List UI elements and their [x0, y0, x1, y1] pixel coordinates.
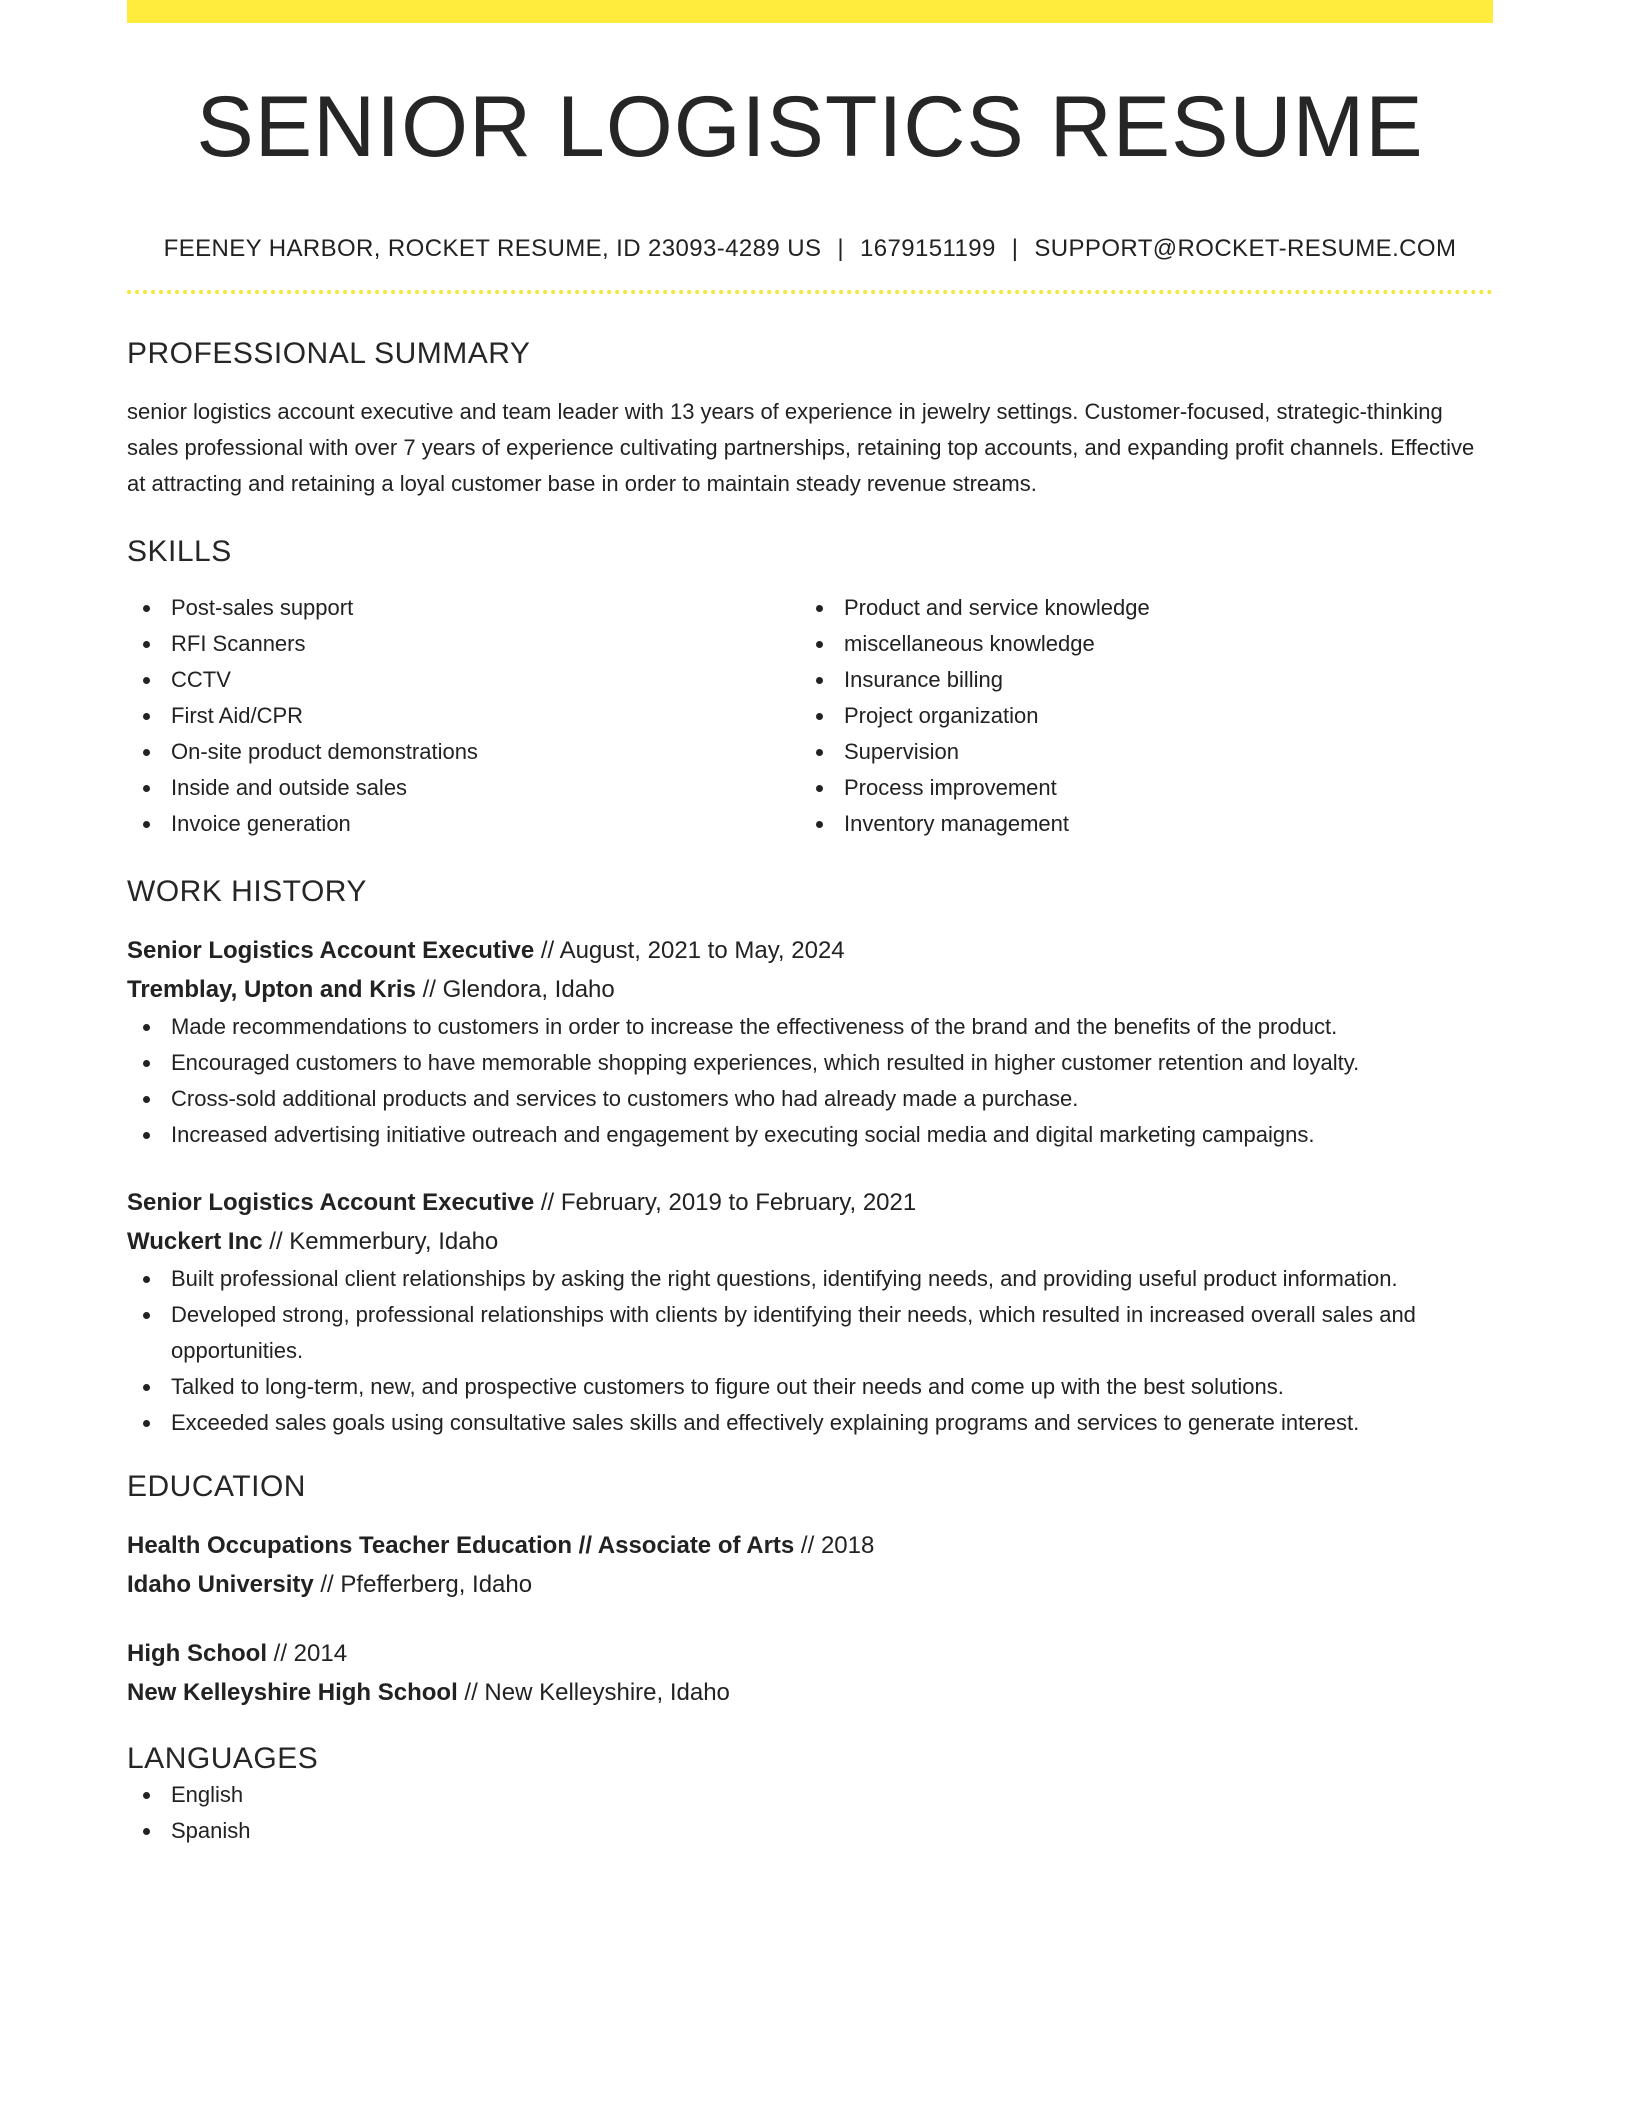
job-company: Wuckert Inc [127, 1228, 263, 1255]
job-bullet: Made recommendations to customers in order to increase the effectiveness of the brand and the benefits of the product. [127, 1009, 1493, 1045]
languages-list [127, 1777, 1493, 1849]
job-bullet: Cross-sold additional products and services to customers who had already made a purchase. [127, 1081, 1493, 1117]
contact-separator: | [1011, 235, 1019, 262]
skill-item: Invoice generation [127, 806, 800, 842]
contact-line [127, 234, 1493, 264]
skill-item: Inside and outside sales [127, 770, 800, 806]
job-location: // Kemmerbury, Idaho [262, 1228, 499, 1255]
education-location: // New Kelleyshire, Idaho [457, 1679, 730, 1706]
job-company-line [127, 1222, 1493, 1261]
skills-heading: SKILLS [127, 535, 232, 568]
job-title-line [127, 1183, 1493, 1222]
skill-item: miscellaneous knowledge [800, 626, 1473, 662]
education-school-line [127, 1673, 1493, 1712]
job-bullet: Talked to long-term, new, and prospective customers to figure out their needs and come up with the best solutions. [127, 1369, 1493, 1405]
job-dates: // August, 2021 to May, 2024 [534, 937, 845, 964]
skill-item: Supervision [800, 734, 1473, 770]
education-degree-line [127, 1634, 1493, 1673]
skill-item: Process improvement [800, 770, 1473, 806]
education-entry [127, 1526, 1493, 1604]
skills-column-left [127, 590, 800, 842]
resume-page [127, 0, 1493, 1849]
job-title: Senior Logistics Account Executive [127, 937, 535, 964]
job-dates: // February, 2019 to February, 2021 [534, 1189, 917, 1216]
summary-text: senior logistics account executive and team leader with 13 years of experience in jewelry settings. Customer-focused, strategic-thinking sales professional with over 7 years of experience cultivating partnerships, retaining top accounts, and expanding profit channels. Effective at attracting and retaining a loyal customer base in order to maintain steady revenue streams. [127, 399, 1475, 496]
job-company-line [127, 970, 1493, 1009]
job-company: Tremblay, Upton and Kris [127, 976, 416, 1003]
skills-column-right [800, 590, 1473, 842]
skill-item: On-site product demonstrations [127, 734, 800, 770]
resume-title: SENIOR LOGISTICS RESUME [196, 79, 1424, 175]
education-location: // Pfefferberg, Idaho [313, 1571, 533, 1598]
work-history-heading: WORK HISTORY [127, 875, 367, 908]
job-bullets [127, 1009, 1493, 1153]
job-title-line [127, 931, 1493, 970]
contact-phone: 1679151199 [860, 235, 996, 262]
education-school: Idaho University [127, 1571, 314, 1598]
education-school-line [127, 1565, 1493, 1604]
education-degree-line [127, 1526, 1493, 1565]
contact-address: FEENEY HARBOR, ROCKET RESUME, ID 23093-4289 US [163, 235, 822, 262]
skill-item: Insurance billing [800, 662, 1473, 698]
skill-item: CCTV [127, 662, 800, 698]
contact-separator: | [837, 235, 845, 262]
skill-item: Product and service knowledge [800, 590, 1473, 626]
education-degree: Health Occupations Teacher Education // Associate of Arts [127, 1532, 795, 1559]
language-item: English [127, 1777, 1493, 1813]
job-bullet: Exceeded sales goals using consultative sales skills and effectively explaining programs and services to generate interest. [127, 1405, 1493, 1441]
skill-item: First Aid/CPR [127, 698, 800, 734]
top-accent-bar [127, 0, 1493, 23]
job-bullet: Encouraged customers to have memorable shopping experiences, which resulted in higher customer retention and loyalty. [127, 1045, 1493, 1081]
job-bullet: Built professional client relationships by asking the right questions, identifying needs, and providing useful product information. [127, 1261, 1493, 1297]
skill-item: Project organization [800, 698, 1473, 734]
education-entry [127, 1634, 1493, 1712]
job-title: Senior Logistics Account Executive [127, 1189, 535, 1216]
education-year: // 2014 [267, 1640, 348, 1667]
skills-list [127, 590, 1493, 842]
summary-heading: PROFESSIONAL SUMMARY [127, 337, 531, 370]
skill-item: Inventory management [800, 806, 1473, 842]
education-heading: EDUCATION [127, 1470, 306, 1503]
job-location: // Glendora, Idaho [415, 976, 615, 1003]
languages-heading: LANGUAGES [127, 1742, 319, 1775]
contact-email: SUPPORT@ROCKET-RESUME.COM [1034, 235, 1457, 262]
education-year: // 2018 [794, 1532, 875, 1559]
job-bullet: Increased advertising initiative outreach and engagement by executing social media and digital marketing campaigns. [127, 1117, 1493, 1153]
dotted-divider [127, 290, 1493, 294]
job-bullets [127, 1261, 1493, 1441]
job-entry [127, 931, 1493, 1153]
language-item: Spanish [127, 1813, 1493, 1849]
education-school: New Kelleyshire High School [127, 1679, 458, 1706]
skill-item: RFI Scanners [127, 626, 800, 662]
job-entry [127, 1183, 1493, 1441]
skill-item: Post-sales support [127, 590, 800, 626]
job-bullet: Developed strong, professional relationships with clients by identifying their needs, which resulted in increased overall sales and opportunities. [127, 1297, 1493, 1369]
education-degree: High School [127, 1640, 267, 1667]
